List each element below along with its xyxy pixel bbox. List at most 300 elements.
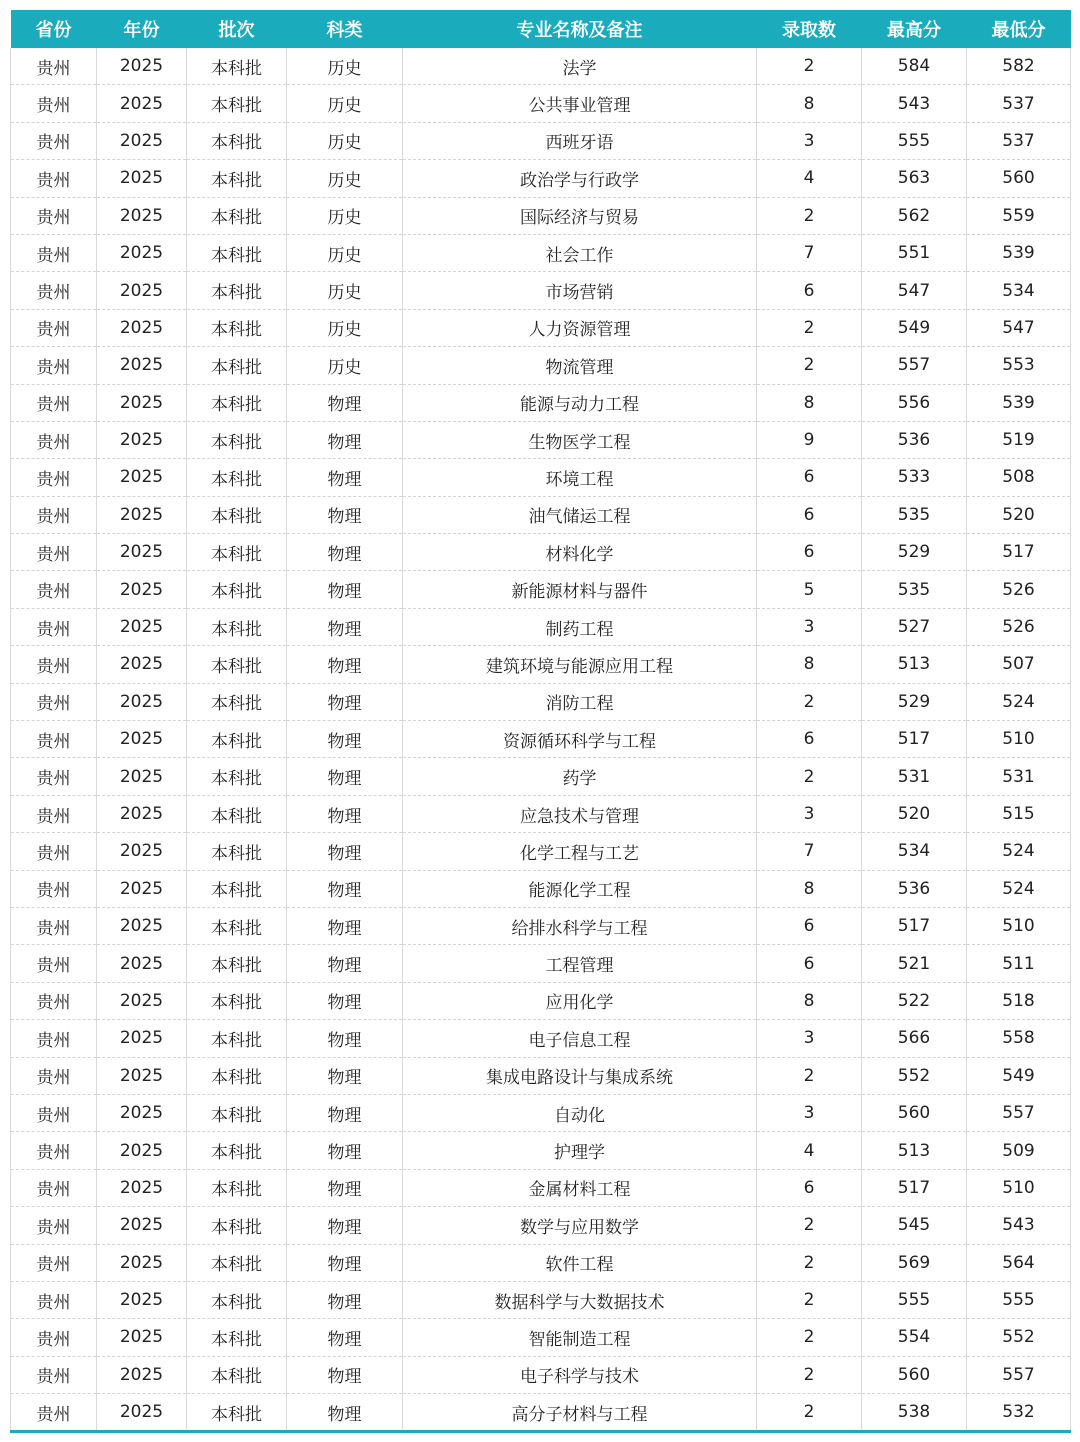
table-row [11,608,1071,645]
max-score-cell: 520 [862,795,967,832]
batch-cell: 本科批 [187,160,287,197]
min-score-cell: 582 [967,48,1071,85]
min-score-cell: 531 [967,758,1071,795]
table-row [11,1394,1071,1432]
column-header-max-score: 最高分 [862,10,967,48]
batch-cell: 本科批 [187,1356,287,1393]
max-score-cell: 527 [862,608,967,645]
subject-cell: 物理 [287,1244,403,1281]
major-cell: 化学工程与工艺 [403,833,757,870]
subject-cell: 物理 [287,1094,403,1131]
table-row [11,160,1071,197]
admitted-count-cell: 8 [757,85,862,122]
table-row [11,234,1071,271]
batch-cell: 本科批 [187,1169,287,1206]
province-cell: 贵州 [11,1094,97,1131]
admitted-count-cell: 8 [757,870,862,907]
column-header-admitted-count: 录取数 [757,10,862,48]
year-cell: 2025 [97,534,187,571]
admitted-count-cell: 2 [757,1244,862,1281]
max-score-cell: 536 [862,421,967,458]
year-cell: 2025 [97,347,187,384]
year-cell: 2025 [97,646,187,683]
batch-cell: 本科批 [187,384,287,421]
batch-cell: 本科批 [187,122,287,159]
subject-cell: 物理 [287,870,403,907]
year-cell: 2025 [97,1244,187,1281]
province-cell: 贵州 [11,122,97,159]
admitted-count-cell: 6 [757,945,862,982]
major-cell: 政治学与行政学 [403,160,757,197]
province-cell: 贵州 [11,1132,97,1169]
admitted-count-cell: 2 [757,1057,862,1094]
subject-cell: 物理 [287,1132,403,1169]
batch-cell: 本科批 [187,608,287,645]
subject-cell: 物理 [287,833,403,870]
subject-cell: 物理 [287,646,403,683]
table-row [11,1020,1071,1057]
max-score-cell: 529 [862,534,967,571]
table-row [11,384,1071,421]
table-row [11,1094,1071,1131]
subject-cell: 物理 [287,758,403,795]
major-cell: 生物医学工程 [403,421,757,458]
table-row [11,421,1071,458]
major-cell: 消防工程 [403,683,757,720]
max-score-cell: 533 [862,459,967,496]
subject-cell: 历史 [287,122,403,159]
province-cell: 贵州 [11,1244,97,1281]
major-cell: 材料化学 [403,534,757,571]
max-score-cell: 584 [862,48,967,85]
admitted-count-cell: 8 [757,384,862,421]
province-cell: 贵州 [11,234,97,271]
admitted-count-cell: 3 [757,1094,862,1131]
table-row [11,907,1071,944]
major-cell: 社会工作 [403,234,757,271]
admitted-count-cell: 6 [757,1169,862,1206]
max-score-cell: 543 [862,85,967,122]
major-cell: 软件工程 [403,1244,757,1281]
table-row [11,870,1071,907]
column-header-year: 年份 [97,10,187,48]
admitted-count-cell: 8 [757,646,862,683]
year-cell: 2025 [97,1319,187,1356]
max-score-cell: 531 [862,758,967,795]
admitted-count-cell: 9 [757,421,862,458]
admitted-count-cell: 4 [757,160,862,197]
admission-scores-table [10,10,1071,1433]
admitted-count-cell: 3 [757,122,862,159]
batch-cell: 本科批 [187,1094,287,1131]
province-cell: 贵州 [11,1356,97,1393]
max-score-cell: 560 [862,1094,967,1131]
max-score-cell: 555 [862,1281,967,1318]
max-score-cell: 547 [862,272,967,309]
admitted-count-cell: 6 [757,496,862,533]
max-score-cell: 555 [862,122,967,159]
major-cell: 高分子材料与工程 [403,1394,757,1432]
min-score-cell: 549 [967,1057,1071,1094]
min-score-cell: 524 [967,833,1071,870]
column-header-subject: 科类 [287,10,403,48]
year-cell: 2025 [97,1132,187,1169]
province-cell: 贵州 [11,1020,97,1057]
table-row [11,1207,1071,1244]
year-cell: 2025 [97,1094,187,1131]
batch-cell: 本科批 [187,421,287,458]
year-cell: 2025 [97,833,187,870]
table-row [11,48,1071,85]
max-score-cell: 552 [862,1057,967,1094]
min-score-cell: 508 [967,459,1071,496]
year-cell: 2025 [97,758,187,795]
table-header [11,10,1071,48]
admitted-count-cell: 2 [757,1207,862,1244]
major-cell: 制药工程 [403,608,757,645]
province-cell: 贵州 [11,534,97,571]
major-cell: 智能制造工程 [403,1319,757,1356]
table-row [11,945,1071,982]
column-header-major: 专业名称及备注 [403,10,757,48]
min-score-cell: 534 [967,272,1071,309]
province-cell: 贵州 [11,870,97,907]
min-score-cell: 524 [967,683,1071,720]
table-row [11,347,1071,384]
batch-cell: 本科批 [187,571,287,608]
major-cell: 电子信息工程 [403,1020,757,1057]
admitted-count-cell: 6 [757,272,862,309]
year-cell: 2025 [97,982,187,1019]
province-cell: 贵州 [11,421,97,458]
min-score-cell: 557 [967,1094,1071,1131]
min-score-cell: 519 [967,421,1071,458]
min-score-cell: 520 [967,496,1071,533]
table-row [11,758,1071,795]
year-cell: 2025 [97,945,187,982]
major-cell: 资源循环科学与工程 [403,721,757,758]
major-cell: 自动化 [403,1094,757,1131]
admitted-count-cell: 2 [757,1356,862,1393]
table-row [11,721,1071,758]
header-row [11,10,1071,48]
subject-cell: 物理 [287,1020,403,1057]
subject-cell: 物理 [287,459,403,496]
batch-cell: 本科批 [187,1057,287,1094]
batch-cell: 本科批 [187,1319,287,1356]
table-row [11,1132,1071,1169]
year-cell: 2025 [97,496,187,533]
admitted-count-cell: 2 [757,197,862,234]
admitted-count-cell: 6 [757,721,862,758]
admitted-count-cell: 6 [757,459,862,496]
batch-cell: 本科批 [187,758,287,795]
subject-cell: 历史 [287,197,403,234]
admitted-count-cell: 3 [757,1020,862,1057]
major-cell: 电子科学与技术 [403,1356,757,1393]
table-row [11,1057,1071,1094]
table-row [11,1356,1071,1393]
min-score-cell: 526 [967,608,1071,645]
table-row [11,683,1071,720]
province-cell: 贵州 [11,982,97,1019]
table-body [11,48,1071,1432]
batch-cell: 本科批 [187,870,287,907]
max-score-cell: 534 [862,833,967,870]
min-score-cell: 557 [967,1356,1071,1393]
batch-cell: 本科批 [187,197,287,234]
batch-cell: 本科批 [187,272,287,309]
table-row [11,122,1071,159]
year-cell: 2025 [97,48,187,85]
year-cell: 2025 [97,421,187,458]
major-cell: 市场营销 [403,272,757,309]
batch-cell: 本科批 [187,85,287,122]
subject-cell: 历史 [287,309,403,346]
year-cell: 2025 [97,870,187,907]
admitted-count-cell: 3 [757,795,862,832]
subject-cell: 物理 [287,1356,403,1393]
table-row [11,571,1071,608]
major-cell: 人力资源管理 [403,309,757,346]
major-cell: 能源与动力工程 [403,384,757,421]
subject-cell: 物理 [287,945,403,982]
min-score-cell: 555 [967,1281,1071,1318]
max-score-cell: 521 [862,945,967,982]
max-score-cell: 557 [862,347,967,384]
min-score-cell: 553 [967,347,1071,384]
batch-cell: 本科批 [187,459,287,496]
major-cell: 工程管理 [403,945,757,982]
year-cell: 2025 [97,1394,187,1432]
province-cell: 贵州 [11,758,97,795]
province-cell: 贵州 [11,721,97,758]
max-score-cell: 551 [862,234,967,271]
major-cell: 油气储运工程 [403,496,757,533]
year-cell: 2025 [97,122,187,159]
subject-cell: 物理 [287,571,403,608]
table-row [11,534,1071,571]
province-cell: 贵州 [11,459,97,496]
min-score-cell: 526 [967,571,1071,608]
min-score-cell: 559 [967,197,1071,234]
admitted-count-cell: 7 [757,833,862,870]
max-score-cell: 545 [862,1207,967,1244]
min-score-cell: 524 [967,870,1071,907]
year-cell: 2025 [97,907,187,944]
min-score-cell: 537 [967,85,1071,122]
province-cell: 贵州 [11,608,97,645]
max-score-cell: 522 [862,982,967,1019]
subject-cell: 物理 [287,982,403,1019]
province-cell: 贵州 [11,85,97,122]
subject-cell: 物理 [287,421,403,458]
max-score-cell: 566 [862,1020,967,1057]
min-score-cell: 564 [967,1244,1071,1281]
batch-cell: 本科批 [187,1244,287,1281]
table-row [11,833,1071,870]
year-cell: 2025 [97,459,187,496]
year-cell: 2025 [97,1057,187,1094]
province-cell: 贵州 [11,1169,97,1206]
min-score-cell: 510 [967,721,1071,758]
min-score-cell: 510 [967,907,1071,944]
batch-cell: 本科批 [187,1020,287,1057]
admitted-count-cell: 7 [757,234,862,271]
subject-cell: 物理 [287,1281,403,1318]
province-cell: 贵州 [11,683,97,720]
batch-cell: 本科批 [187,833,287,870]
admitted-count-cell: 6 [757,534,862,571]
min-score-cell: 539 [967,234,1071,271]
batch-cell: 本科批 [187,347,287,384]
major-cell: 金属材料工程 [403,1169,757,1206]
batch-cell: 本科批 [187,496,287,533]
min-score-cell: 510 [967,1169,1071,1206]
admission-table-container [10,10,1070,1433]
column-header-min-score: 最低分 [967,10,1071,48]
min-score-cell: 552 [967,1319,1071,1356]
province-cell: 贵州 [11,1207,97,1244]
subject-cell: 物理 [287,1169,403,1206]
subject-cell: 历史 [287,160,403,197]
batch-cell: 本科批 [187,907,287,944]
province-cell: 贵州 [11,907,97,944]
year-cell: 2025 [97,608,187,645]
province-cell: 贵州 [11,571,97,608]
max-score-cell: 513 [862,1132,967,1169]
year-cell: 2025 [97,1020,187,1057]
major-cell: 国际经济与贸易 [403,197,757,234]
table-row [11,646,1071,683]
min-score-cell: 558 [967,1020,1071,1057]
admitted-count-cell: 6 [757,907,862,944]
year-cell: 2025 [97,234,187,271]
table-row [11,197,1071,234]
max-score-cell: 513 [862,646,967,683]
province-cell: 贵州 [11,160,97,197]
batch-cell: 本科批 [187,721,287,758]
min-score-cell: 511 [967,945,1071,982]
major-cell: 建筑环境与能源应用工程 [403,646,757,683]
min-score-cell: 515 [967,795,1071,832]
max-score-cell: 536 [862,870,967,907]
subject-cell: 历史 [287,48,403,85]
major-cell: 西班牙语 [403,122,757,159]
province-cell: 贵州 [11,1319,97,1356]
batch-cell: 本科批 [187,234,287,271]
max-score-cell: 535 [862,496,967,533]
table-row [11,272,1071,309]
admitted-count-cell: 2 [757,758,862,795]
column-header-batch: 批次 [187,10,287,48]
max-score-cell: 535 [862,571,967,608]
max-score-cell: 517 [862,721,967,758]
min-score-cell: 560 [967,160,1071,197]
year-cell: 2025 [97,309,187,346]
subject-cell: 历史 [287,234,403,271]
major-cell: 法学 [403,48,757,85]
max-score-cell: 563 [862,160,967,197]
year-cell: 2025 [97,1281,187,1318]
major-cell: 集成电路设计与集成系统 [403,1057,757,1094]
major-cell: 新能源材料与器件 [403,571,757,608]
major-cell: 环境工程 [403,459,757,496]
batch-cell: 本科批 [187,48,287,85]
min-score-cell: 537 [967,122,1071,159]
batch-cell: 本科批 [187,795,287,832]
admitted-count-cell: 2 [757,683,862,720]
table-row [11,1244,1071,1281]
province-cell: 贵州 [11,48,97,85]
min-score-cell: 507 [967,646,1071,683]
batch-cell: 本科批 [187,945,287,982]
batch-cell: 本科批 [187,1281,287,1318]
table-row [11,1319,1071,1356]
major-cell: 数据科学与大数据技术 [403,1281,757,1318]
major-cell: 应急技术与管理 [403,795,757,832]
batch-cell: 本科批 [187,982,287,1019]
year-cell: 2025 [97,1356,187,1393]
major-cell: 护理学 [403,1132,757,1169]
table-row [11,496,1071,533]
year-cell: 2025 [97,721,187,758]
subject-cell: 物理 [287,384,403,421]
batch-cell: 本科批 [187,1394,287,1432]
subject-cell: 物理 [287,1394,403,1432]
subject-cell: 物理 [287,608,403,645]
max-score-cell: 517 [862,907,967,944]
province-cell: 贵州 [11,1057,97,1094]
year-cell: 2025 [97,683,187,720]
table-row [11,795,1071,832]
admitted-count-cell: 4 [757,1132,862,1169]
year-cell: 2025 [97,197,187,234]
province-cell: 贵州 [11,496,97,533]
major-cell: 能源化学工程 [403,870,757,907]
min-score-cell: 543 [967,1207,1071,1244]
major-cell: 物流管理 [403,347,757,384]
max-score-cell: 560 [862,1356,967,1393]
admitted-count-cell: 2 [757,1281,862,1318]
province-cell: 贵州 [11,272,97,309]
admitted-count-cell: 5 [757,571,862,608]
min-score-cell: 532 [967,1394,1071,1432]
subject-cell: 历史 [287,347,403,384]
year-cell: 2025 [97,1169,187,1206]
table-row [11,982,1071,1019]
year-cell: 2025 [97,795,187,832]
year-cell: 2025 [97,272,187,309]
province-cell: 贵州 [11,833,97,870]
province-cell: 贵州 [11,347,97,384]
major-cell: 公共事业管理 [403,85,757,122]
province-cell: 贵州 [11,646,97,683]
admitted-count-cell: 2 [757,309,862,346]
province-cell: 贵州 [11,1281,97,1318]
subject-cell: 历史 [287,85,403,122]
major-cell: 应用化学 [403,982,757,1019]
min-score-cell: 518 [967,982,1071,1019]
column-header-province: 省份 [11,10,97,48]
batch-cell: 本科批 [187,309,287,346]
batch-cell: 本科批 [187,646,287,683]
min-score-cell: 517 [967,534,1071,571]
admitted-count-cell: 3 [757,608,862,645]
subject-cell: 物理 [287,1057,403,1094]
admitted-count-cell: 2 [757,48,862,85]
subject-cell: 物理 [287,795,403,832]
